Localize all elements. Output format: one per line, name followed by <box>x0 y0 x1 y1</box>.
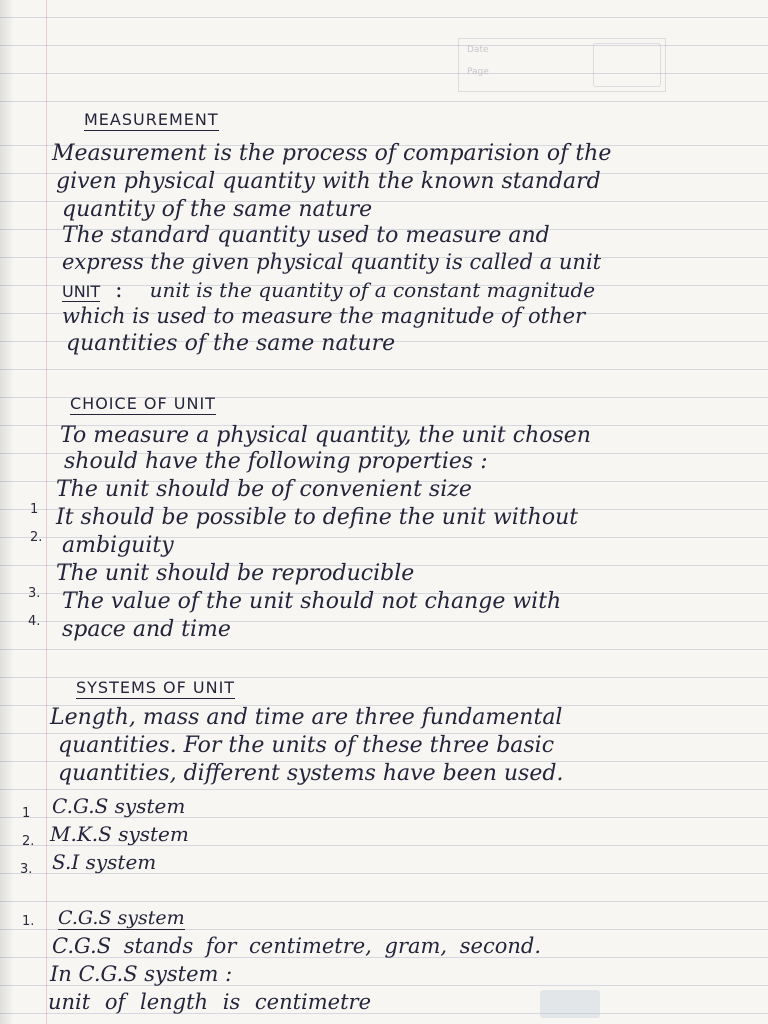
date-label: Date <box>467 45 489 55</box>
measurement-line-5: express the given physical quantity is called a unit <box>62 250 602 274</box>
systems-number-3: 3. <box>20 862 33 877</box>
heading-choice-of-unit: CHOICE OF UNIT <box>70 394 216 413</box>
measurement-line-8: quantities of the same nature <box>66 331 396 356</box>
systems-line-3: quantities, different systems have been used. <box>58 761 564 786</box>
measurement-line-6: unit is the quantity of a constant magnitude <box>149 278 596 302</box>
cgs-line-2: In C.G.S system : <box>50 962 233 986</box>
choice-number-2: 2. <box>30 530 43 545</box>
system-item-mks: M.K.S system <box>50 822 189 846</box>
choice-line-5: ambiguity <box>62 533 174 558</box>
measurement-line-7: which is used to measure the magnitude of other <box>62 304 586 328</box>
choice-number-3: 3. <box>28 586 41 601</box>
measurement-line-4: The standard quantity used to measure and <box>62 223 550 248</box>
choice-number-4: 4. <box>28 614 41 629</box>
heading-cgs-system: C.G.S system <box>58 907 185 929</box>
cgs-line-3: unit of length is centimetre <box>48 990 372 1014</box>
system-item-si: S.I system <box>52 850 157 874</box>
choice-line-6: The unit should be reproducible <box>56 561 415 586</box>
heading-systems-of-unit: SYSTEMS OF UNIT <box>76 678 236 697</box>
choice-line-7: The value of the unit should not change with <box>62 589 562 614</box>
measurement-line-2: given physical quantity with the known standard <box>56 169 601 194</box>
systems-number-1: 1 <box>22 806 31 821</box>
measurement-line-3: quantity of the same nature <box>62 197 373 222</box>
margin-line <box>46 0 47 1024</box>
choice-line-2: should have the following properties : <box>64 449 488 474</box>
heading-measurement: MEASUREMENT <box>84 110 219 129</box>
choice-line-8: space and time <box>62 617 231 642</box>
ink-smudge <box>540 990 600 1018</box>
cgs-line-1: C.G.S stands for centimetre, gram, second. <box>52 934 542 958</box>
notebook-logo-icon <box>593 43 661 87</box>
choice-line-3: The unit should be of convenient size <box>56 477 472 502</box>
page-label: Page <box>467 67 489 77</box>
date-page-header <box>458 38 666 92</box>
choice-line-4: It should be possible to define the unit without <box>56 505 579 530</box>
cgs-heading-row <box>58 904 185 932</box>
measurement-line-1: Measurement is the process of comparision of the <box>52 141 612 166</box>
choice-line-1: To measure a physical quantity, the unit chosen <box>60 423 591 448</box>
system-item-cgs: C.G.S system <box>52 794 186 818</box>
systems-number-2: 2. <box>22 834 35 849</box>
page-binding-shadow <box>0 0 14 1024</box>
systems-line-2: quantities. For the units of these three basic <box>58 733 555 758</box>
systems-line-1: Length, mass and time are three fundamental <box>50 705 563 730</box>
unit-label: UNIT <box>62 282 101 301</box>
cgs-number: 1. <box>22 914 35 929</box>
choice-number-1: 1 <box>30 502 39 517</box>
unit-colon: : <box>115 278 123 303</box>
